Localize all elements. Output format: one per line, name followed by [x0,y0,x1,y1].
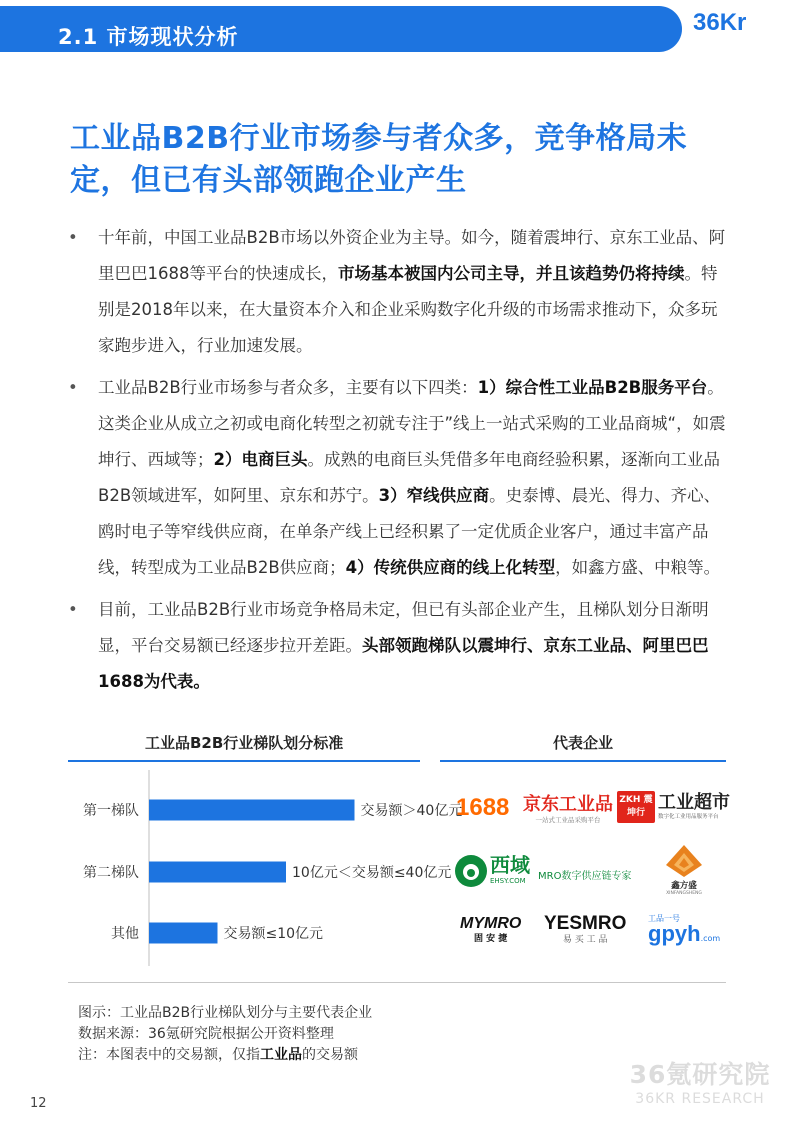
logo-mymro: MYMRO 固 安 捷 [460,915,522,944]
logo-xinfangsheng: 鑫方盛 XINFANGSHENG [662,845,706,897]
bullet-text: 。成熟的电商巨头凭借多年电商经验积累，逐渐向工业品B2B领域进军，如阿里、京东和苏宁。 [98,450,720,505]
logo-ehsy-icon [454,854,488,892]
page-number: 12 [30,1096,47,1111]
bullet-marker: • [68,378,78,397]
watermark-en: 36KR RESEARCH [635,1091,765,1107]
bullet-emphasis: 3）窄线供应商 [378,486,490,505]
representatives-panel [440,770,740,970]
tier-bar-chart [60,770,463,970]
logo-gpyh: 工品一号 gpyh.com [648,914,721,946]
tier-data-label: 交易额＞40亿元 [360,803,463,819]
logo-ehsy: 西域 EHSY.COM [490,853,530,885]
footnotes [78,1003,372,1066]
bullet-marker: • [68,600,78,619]
headline-line-1: 工业品B2B行业市场参与者众多，竞争格局未 [70,121,688,156]
bullet-emphasis: 2）电商巨头 [213,450,308,469]
watermark-cn: 36氪研究院 [629,1060,771,1089]
tier-data-label: 交易额≤10亿元 [223,926,324,942]
logo-yesmro: YESMRO 易 买 工 品 [544,913,627,945]
representatives-title: 代表企业 [553,734,614,752]
tier-data-label: 10亿元＜交易额≤40亿元 [292,865,452,881]
svg-text:36Kr: 36Kr [693,9,747,36]
bullet-text: 。这类企业从成立之初或电商化转型之初就专注于”线上一站式采购的工业品商城“，如震坤行、西域等； [98,378,726,469]
tier-bar [149,862,286,883]
bullet-text: ，如鑫方盛、中粮等。 [555,558,721,577]
lion-icon [454,854,488,888]
tier-bar [149,923,218,944]
bullet-text: 目前，工业品B2B行业市场竞争格局未定，但已有头部企业产生，且梯队划分日渐明显，平台交易额已经逐步拉开差距。 [98,600,709,655]
logo-jd-industrial: 京东工业品 一站式工业品采购平台 [523,794,613,824]
tier-category-label: 第一梯队 [83,803,139,819]
bullet-marker: • [68,228,78,247]
brand-logo-36kr [693,0,794,52]
bullet-item [68,592,728,700]
figure-caption: 图示：工业品B2B行业梯队划分与主要代表企业 [78,1005,373,1021]
bullet-item [68,370,728,586]
footnote-divider [68,982,726,983]
logo-ehsy-tagline: MRO数字供应链专家 [538,871,632,882]
tier-bar [149,800,355,821]
bullet-emphasis: 4）传统供应商的线上化转型 [345,558,556,577]
chart-title-underline [68,760,420,762]
watermark [620,1055,780,1107]
diamond-icon [664,845,704,877]
bullet-emphasis: 市场基本被国内公司主导，并且该趋势仍将持续 [338,264,685,283]
logo-1688: 1688 [456,794,510,821]
bullet-text: 十年前，中国工业品B2B市场以外资企业为主导。如今，随着震坤行、京东工业品、阿里巴巴1688等平台的快速成长， [98,228,726,283]
tier-category-label: 第二梯队 [83,865,139,881]
bullet-emphasis: 头部领跑梯队以震坤行、京东工业品、阿里巴巴1688为代表。 [98,636,709,691]
representatives-title-underline [440,760,726,762]
tier-category-label: 其他 [111,926,139,942]
logo-zkh-icon: ZKH 震坤行 [617,791,655,823]
header [0,0,794,52]
bullet-emphasis: 1）综合性工业品B2B服务平台 [477,378,708,397]
bullet-list [68,220,728,706]
chart-note: 注：本图表中的交易额，仅指工业品的交易额 [78,1047,358,1063]
data-source: 数据来源：36氪研究院根据公开资料整理 [78,1026,334,1042]
section-header-bar [0,6,682,52]
bullet-text: 。特别是2018年以来，在大量资本介入和企业采购数字化升级的市场需求推动下，众多玩家跑步进入，行业加速发展。 [98,264,718,355]
headline-line-2: 定，但已有头部领跑企业产生 [70,163,467,198]
logo-zkh-industrial-supermarket: 工业超市 数字化工业用品服务平台 [658,792,730,820]
bullet-text: 。史泰博、晨光、得力、齐心、鸥时电子等窄线供应商，在单条产线上已经积累了一定优质企业客户，通过丰富产品线，转型成为工业品B2B供应商； [98,486,721,577]
bullet-item [68,220,728,364]
bullet-text: 工业品B2B行业市场参与者众多，主要有以下四类： [98,378,478,397]
chart-title: 工业品B2B行业梯队划分标准 [145,734,344,752]
section-title: 2.1 市场现状分析 [58,25,239,49]
page-headline [70,118,750,202]
